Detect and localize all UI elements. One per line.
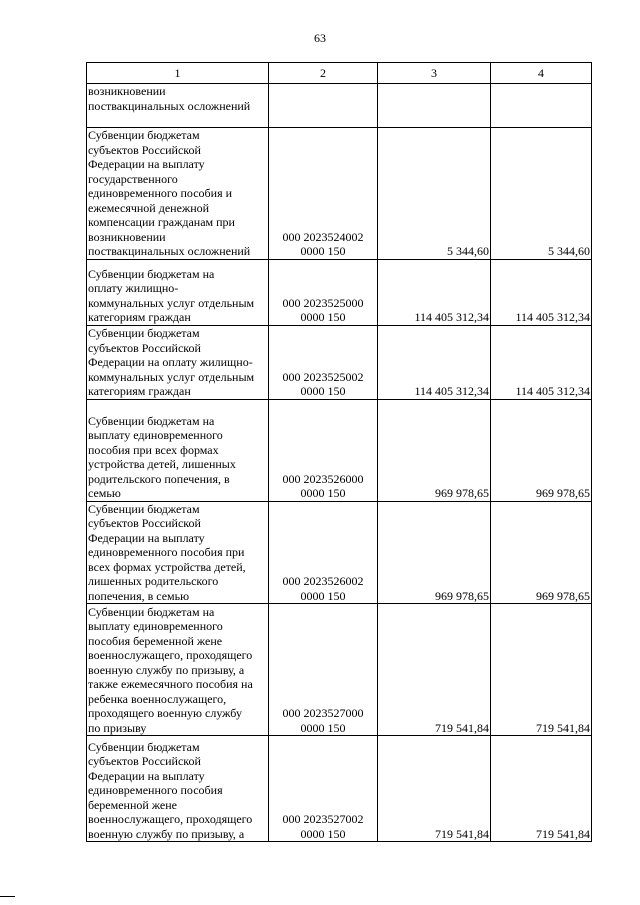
budget-code-cell: 000 2023527000 0000 150 xyxy=(269,604,378,736)
amount-col4-cell: 114 405 312,34 xyxy=(491,259,592,325)
subsidy-name-cell: Субвенции бюджетам на выплату единовременного пособия беременной жене военнослужащего, проходящего военную службу по призыву, а также ежемесячного пособия на ребенка военнослужащего, проходящего военную службу по призыву xyxy=(87,604,269,736)
table-row xyxy=(87,259,592,325)
amount-col3-cell: 114 405 312,34 xyxy=(378,259,491,325)
subsidy-name-cell: Субвенции бюджетам субъектов Российской Федерации на выплату государственного единовременного пособия и ежемесячной денежной компенсации гражданам при возникновении поствакцинальных осложнений xyxy=(87,128,269,260)
amount-col3-cell: 969 978,65 xyxy=(378,399,491,501)
subsidy-name-cell: Субвенции бюджетам субъектов Российской Федерации на выплату единовременного пособия при всех формах устройства детей, лишенных родительского попечения, в семью xyxy=(87,501,269,604)
page-number: 63 xyxy=(314,31,326,45)
amount-col4-cell: 114 405 312,34 xyxy=(491,325,592,399)
subsidy-name-cell: Субвенции бюджетам на выплату единовременного пособия при всех формах устройства детей, лишенных родительского попечения, в семью xyxy=(87,399,269,501)
subsidy-name-cell: Субвенции бюджетам субъектов Российской Федерации на выплату единовременного пособия беременной жене военнослужащего, проходящего военную службу по призыву, а xyxy=(87,736,269,842)
amount-col4-cell: 969 978,65 xyxy=(491,399,592,501)
amount-col4-cell xyxy=(491,84,592,128)
amount-col3-cell: 719 541,84 xyxy=(378,736,491,842)
budget-table-body xyxy=(87,63,592,842)
amount-col4-cell: 969 978,65 xyxy=(491,501,592,604)
budget-code-cell: 000 2023524002 0000 150 xyxy=(269,128,378,260)
budget-code-cell: 000 2023526000 0000 150 xyxy=(269,399,378,501)
amount-col4-cell: 719 541,84 xyxy=(491,736,592,842)
subsidy-name-cell: Субвенции бюджетам на оплату жилищно- коммунальных услуг отдельным категориям граждан xyxy=(87,259,269,325)
table-row xyxy=(87,399,592,501)
budget-code-cell xyxy=(269,84,378,128)
amount-col4-cell: 5 344,60 xyxy=(491,128,592,260)
table-row xyxy=(87,325,592,399)
budget-code-cell: 000 2023527002 0000 150 xyxy=(269,736,378,842)
table-row xyxy=(87,736,592,842)
header-col-1: 1 xyxy=(87,63,269,84)
table-row xyxy=(87,604,592,736)
subsidy-name-cell: Субвенции бюджетам субъектов Российской Федерации на оплату жилищно- коммунальных услуг отдельным категориям граждан xyxy=(87,325,269,399)
budget-code-cell: 000 2023525002 0000 150 xyxy=(269,325,378,399)
amount-col3-cell: 719 541,84 xyxy=(378,604,491,736)
amount-col3-cell: 5 344,60 xyxy=(378,128,491,260)
header-col-4: 4 xyxy=(491,63,592,84)
header-col-2: 2 xyxy=(269,63,378,84)
amount-col3-cell: 969 978,65 xyxy=(378,501,491,604)
table-header-row xyxy=(87,63,592,84)
amount-col4-cell: 719 541,84 xyxy=(491,604,592,736)
table-row xyxy=(87,84,592,128)
budget-code-cell: 000 2023526002 0000 150 xyxy=(269,501,378,604)
budget-table xyxy=(86,62,592,842)
table-row xyxy=(87,128,592,260)
amount-col3-cell: 114 405 312,34 xyxy=(378,325,491,399)
table-row xyxy=(87,501,592,604)
footer-rule xyxy=(0,896,15,897)
budget-code-cell: 000 2023525000 0000 150 xyxy=(269,259,378,325)
subsidy-name-cell: возникновении поствакцинальных осложнений xyxy=(87,84,269,128)
amount-col3-cell xyxy=(378,84,491,128)
header-col-3: 3 xyxy=(378,63,491,84)
